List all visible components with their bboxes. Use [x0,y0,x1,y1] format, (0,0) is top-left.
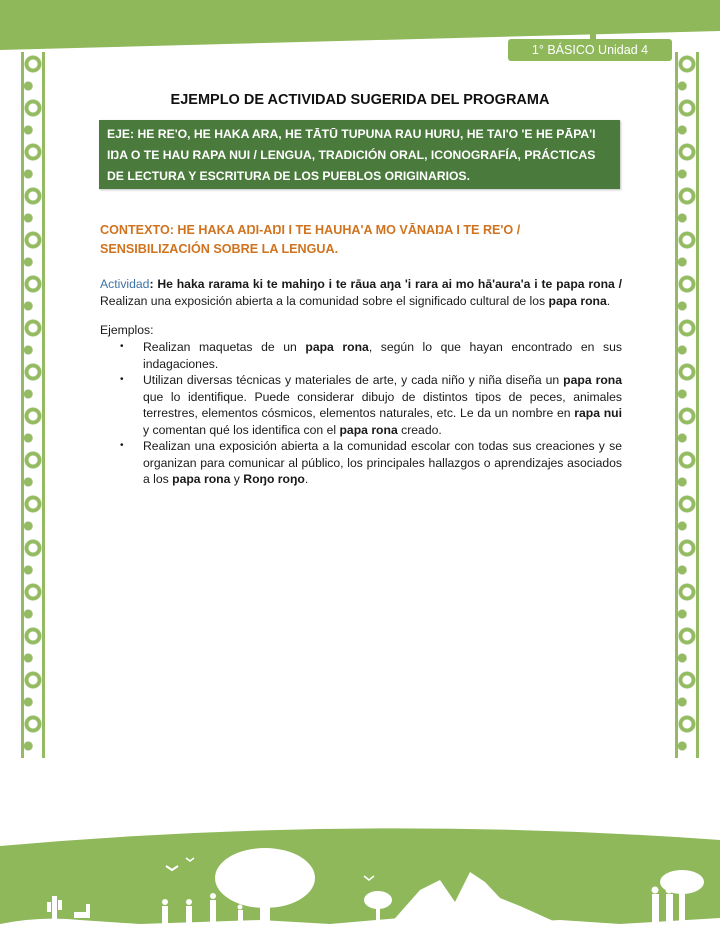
actividad-label: Actividad [100,277,150,291]
actividad-colon: : [149,277,158,291]
list-item [100,339,622,372]
item-bold: Roŋo roŋo [243,472,305,486]
bullet-icon: • [120,440,124,451]
item-text: Realizan una exposición abierta a la comunidad escolar con todas sus creaciones y se organizan para comunicar al público, los principales hallazgos o aprendizajes asociados a los [143,439,622,486]
item-text: Utilizan diversas técnicas y materiales de arte, y cada niño y niña diseña un [143,373,564,387]
actividad-paragraph [100,276,622,309]
item-text: y comentan qué los identifica con el [143,422,340,437]
ejemplos-list [100,339,622,488]
page-title: EJEMPLO DE ACTIVIDAD SUGERIDA DEL PROGRAMA [170,92,550,108]
list-item [100,438,622,488]
item-bold: papa rona [305,340,369,354]
landscape-silhouette-icon [0,820,720,932]
item-text: que lo identifique. Puede considerar dibujo de distintos tipos de peces, animales terrestres, elementos cósmicos, elementos naturales, etc. Le da un nombre en [143,389,622,420]
item-text: , según lo que hayan encontrado en sus indagaciones. [143,340,622,371]
list-item [100,372,622,438]
actividad-text: Realizan una exposición abierta a la comunidad sobre el significado cultural de los [100,293,549,308]
item-bold: papa rona [563,373,622,387]
actividad-bold-end: papa rona [548,293,607,308]
bullet-icon: • [120,341,124,352]
grade-unit-badge: 1° BÁSICO Unidad 4 [508,39,672,61]
item-bold: papa rona [172,472,231,486]
item-text: . [304,472,309,486]
contexto-heading: CONTEXTO: HE HAKA AŊI-AŊI I TE HAUHA'A MO VĀNAŊA I TE RE'O / SENSIBILIZACIÓN SOBRE LA LENGUA. [100,223,521,256]
ejemplos-label: Ejemplos: [100,323,154,337]
actividad-end: . [606,293,611,308]
item-text: y [230,472,244,486]
right-tribal-border-icon [675,52,699,758]
item-text: Realizan maquetas de un [143,340,306,354]
actividad-rapanui-text: He haka rarama ki te mahiŋo i te rāua aŋa 'i rara ai mo hā'aura'a i te papa rona / [157,277,622,291]
eje-box: EJE: HE RE'O, HE HAKA ARA, HE TĀTŪ TUPUNA RAU HURU, HE TAI'O 'E HE PĀPA'I IŊA O TE HAU RAPA NUI / LENGUA, TRADICIÓN ORAL, ICONOGRAFÍA, PRÁCTICAS DE LECTURA Y ESCRITURA DE LOS PUEBLOS ORIGINARIOS. [99,120,620,189]
item-bold: rapa nui [574,406,622,420]
item-bold: papa rona [339,422,398,437]
left-tribal-border-icon [21,52,45,758]
bullet-icon: • [120,374,124,385]
item-text: creado. [397,422,442,437]
